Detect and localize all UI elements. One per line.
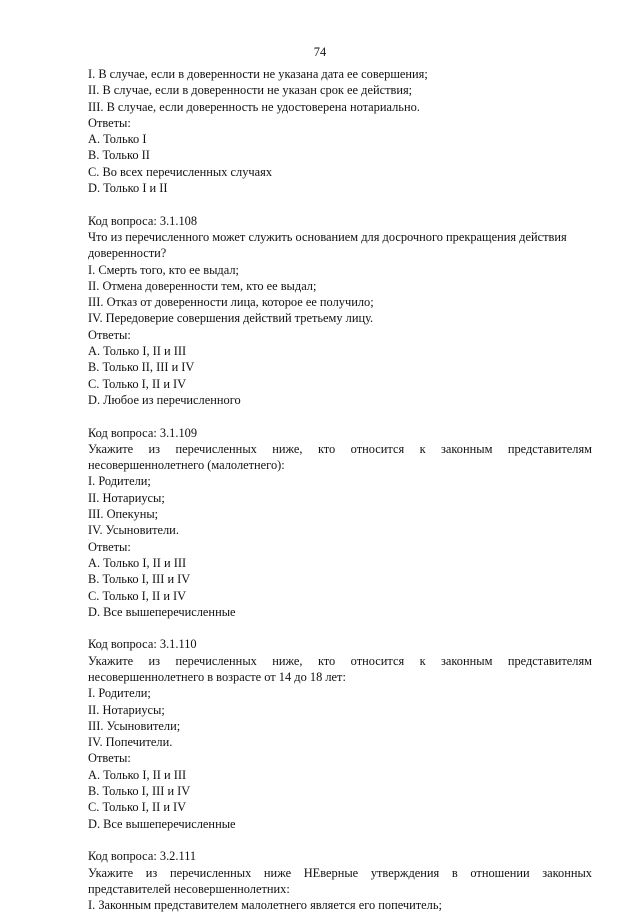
text-line: несовершеннолетнего (малолетнего): [88, 458, 285, 473]
text-line: IV. Усыновители. [88, 523, 179, 538]
text-line: A. Только I [88, 132, 147, 147]
text-line: Код вопроса: 3.1.109 [88, 425, 198, 440]
text-line: Укажите из перечисленных ниже, кто относится к законным представителям [88, 653, 592, 668]
text-line: Что из перечисленного может служить основанием для досрочного прекращения действия [88, 229, 567, 244]
text-line: C. Только I, II и IV [88, 588, 187, 603]
text-line: II. Нотариусы; [88, 490, 165, 505]
paragraph-gap [88, 196, 592, 212]
text-line: доверенности? [88, 246, 167, 261]
text-line: IV. Попечители. [88, 735, 173, 750]
text-line: II. Нотариусы; [88, 702, 165, 717]
text-line: A. Только I, II и III [88, 555, 187, 570]
text-line: Код вопроса: 3.1.108 [88, 213, 198, 228]
text-line: несовершеннолетнего в возрасте от 14 до 18 лет: [88, 669, 346, 684]
text-line: III. В случае, если доверенность не удостоверена нотариально. [88, 99, 420, 114]
text-line: III. Усыновители; [88, 718, 181, 733]
text-line: Укажите из перечисленных ниже НЕверные утверждения в отношении законных [88, 865, 592, 880]
text-line: Ответы: [88, 327, 131, 342]
text-line: B. Только I, III и IV [88, 572, 191, 587]
text-line: C. Только I, II и IV [88, 376, 187, 391]
text-line: представителей несовершеннолетних: [88, 881, 290, 896]
text-line: I. Смерть того, кто ее выдал; [88, 262, 239, 277]
text-line: A. Только I, II и III [88, 767, 187, 782]
text-line: B. Только II, III и IV [88, 360, 195, 375]
text-line: III. Отказ от доверенности лица, которое ее получило; [88, 295, 374, 310]
text-line: II. В случае, если в доверенности не указан срок ее действия; [88, 83, 413, 98]
text-line: III. Опекуны; [88, 507, 159, 522]
text-line: D. Любое из перечисленного [88, 392, 241, 407]
page-number: 74 [313, 45, 327, 59]
text-line: I. Законным представителем малолетнего является его попечитель; [88, 898, 442, 913]
paragraph-gap [88, 832, 592, 848]
text-line: Код вопроса: 3.2.111 [88, 849, 197, 864]
text-line: I. Родители; [88, 474, 151, 489]
text-line: B. Только II [88, 148, 150, 163]
paragraph-gap [88, 620, 592, 636]
text-line: Ответы: [88, 539, 131, 554]
text-line: II. Отмена доверенности тем, кто ее выдал; [88, 278, 317, 293]
paragraph-gap [88, 408, 592, 424]
text-line: I. Родители; [88, 686, 151, 701]
text-line: D. Только I и II [88, 181, 168, 196]
text-line: A. Только I, II и III [88, 344, 187, 359]
text-line: IV. Передоверие совершения действий третьему лицу. [88, 311, 374, 326]
text-line: Укажите из перечисленных ниже, кто относится к законным представителям [88, 441, 592, 456]
text-line: C. Во всех перечисленных случаях [88, 164, 273, 179]
text-line: Код вопроса: 3.1.110 [88, 637, 197, 652]
text-line: D. Все вышеперечисленные [88, 604, 236, 619]
text-line: Ответы: [88, 115, 131, 130]
page-content [88, 66, 592, 913]
text-line: B. Только I, III и IV [88, 784, 191, 799]
text-line: D. Все вышеперечисленные [88, 816, 236, 831]
text-line: Ответы: [88, 751, 131, 766]
text-line: I. В случае, если в доверенности не указана дата ее совершения; [88, 67, 428, 81]
text-line: C. Только I, II и IV [88, 800, 187, 815]
